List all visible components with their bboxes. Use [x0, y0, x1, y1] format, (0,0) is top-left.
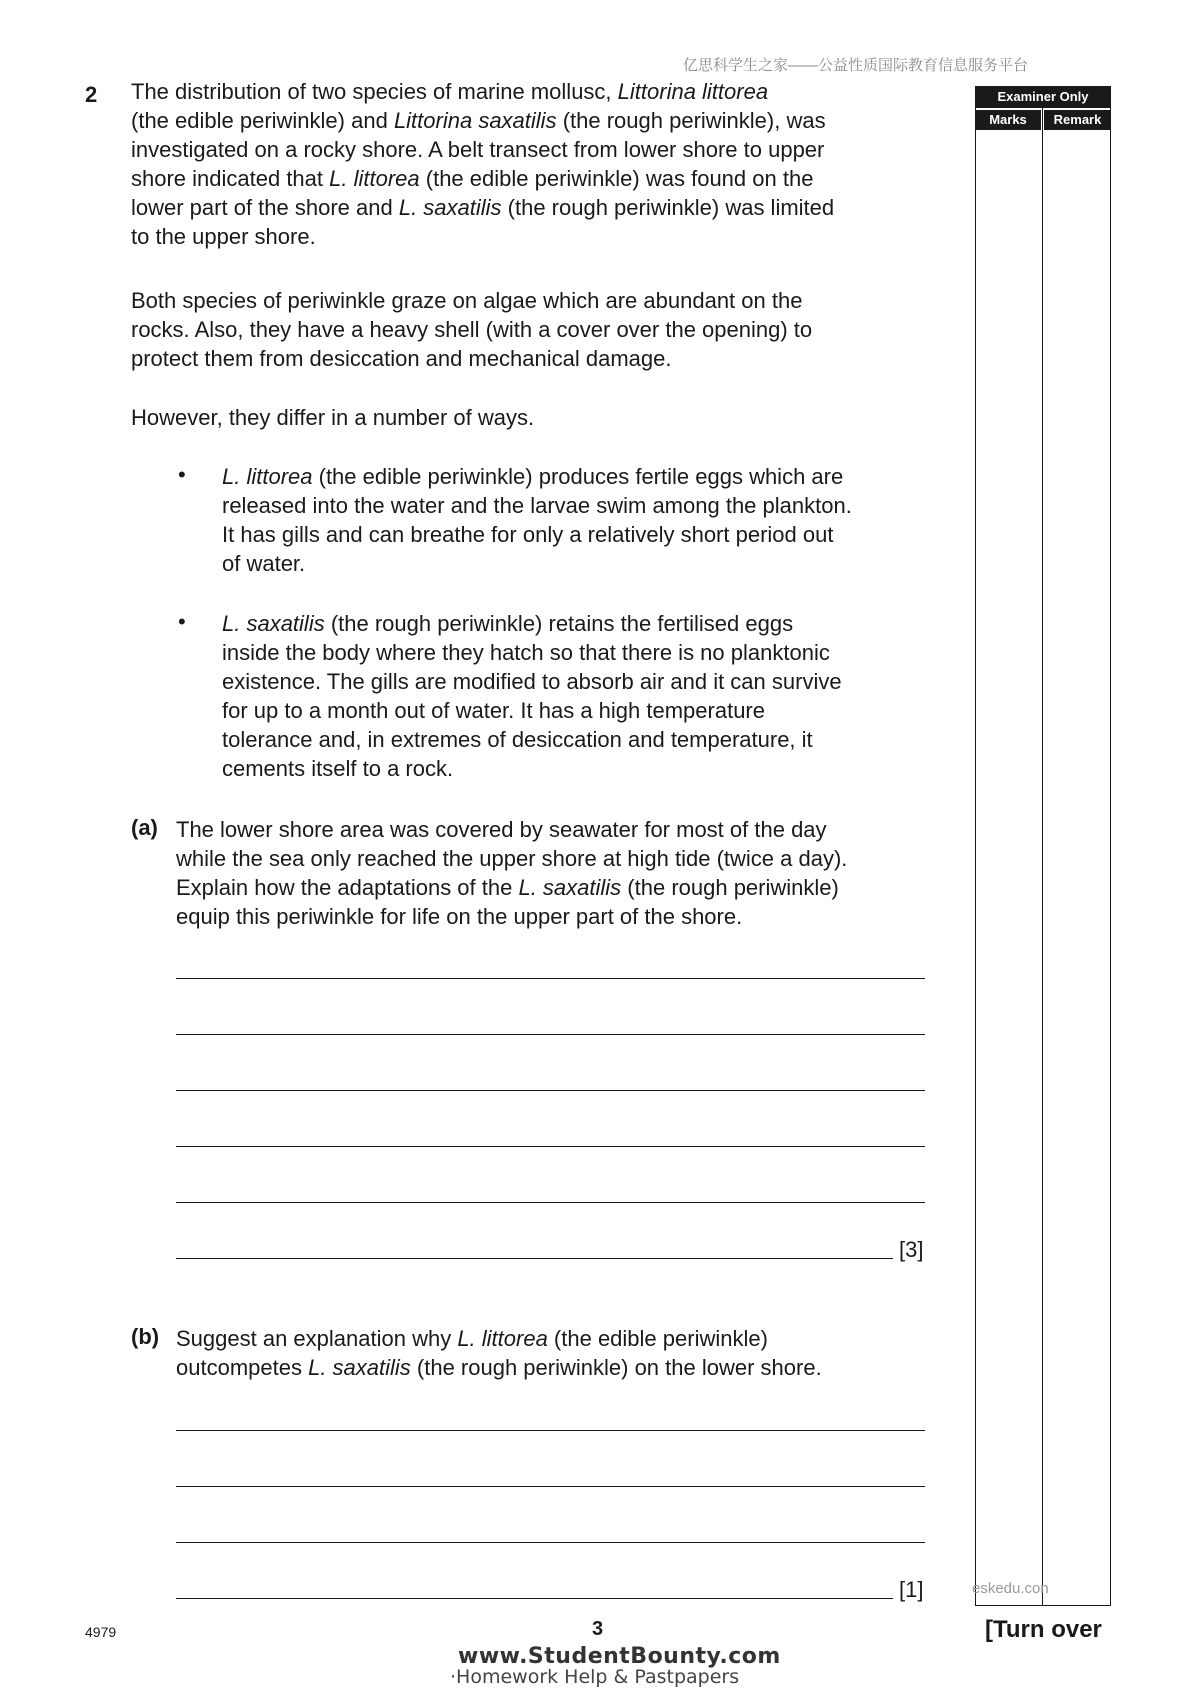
answer-line[interactable]: [176, 1430, 925, 1431]
answer-line[interactable]: [176, 1486, 925, 1487]
turn-over: [Turn over: [985, 1616, 1102, 1643]
paper-code: 4979: [85, 1624, 117, 1640]
answer-line[interactable]: [176, 978, 925, 979]
part-b-marks: [1]: [899, 1577, 924, 1602]
watermark-eskedu: eskedu.con: [972, 1580, 1049, 1597]
answer-line[interactable]: [176, 1034, 925, 1035]
part-a-question: The lower shore area was covered by seawater for most of the day while the sea only reached the upper shore at high tide (twice a day). Explain how the adaptations of the L. saxatilis (the rough periwinkle) equip this periwinkle for life on the upper part of the shore.: [176, 817, 848, 929]
part-b-question: Suggest an explanation why L. littorea (the edible periwinkle) outcompetes L. saxatilis (the rough periwinkle) on the lower shore.: [176, 1326, 822, 1380]
remark-header: Remark: [1044, 110, 1111, 130]
shared-features-paragraph: Both species of periwinkle graze on algae which are abundant on the rocks. Also, they have a heavy shell (with a cover over the opening) to protect them from desiccation and mechanical damage.: [131, 288, 813, 371]
part-b-label: (b): [131, 1324, 160, 1349]
page-number: 3: [592, 1618, 604, 1640]
studentbounty-url[interactable]: www.StudentBounty.com: [458, 1644, 781, 1669]
examiner-column: [975, 86, 1111, 1606]
intro-paragraph: The distribution of two species of marine mollusc, Littorina littorea (the edible periwinkle) and Littorina saxatilis (the rough periwinkle), was investigated on a rocky shore. A belt transect from lower shore to upper shore indicated that L. littorea (the edible periwinkle) was found on the lower part of the shore and L. saxatilis (the rough periwinkle) was limited to the upper shore.: [131, 79, 835, 249]
answer-line[interactable]: [176, 1542, 925, 1543]
examiner-only-header: Examiner Only: [975, 86, 1111, 108]
header-watermark: 亿思科学生之家——公益性质国际教育信息服务平台: [683, 57, 1029, 74]
answer-line[interactable]: [176, 1258, 893, 1259]
studentbounty-tagline: ·Homework Help & Pastpapers: [450, 1666, 740, 1688]
part-a-marks: [3]: [899, 1237, 924, 1262]
bullet-marker: •: [178, 462, 186, 487]
answer-line[interactable]: [176, 1598, 893, 1599]
marks-header: Marks: [975, 110, 1041, 130]
part-a-label: (a): [131, 815, 158, 840]
bullet-littorea: L. littorea (the edible periwinkle) produces fertile eggs which are released into the water and the larvae swim among the plankton. It has gills and can breathe for only a relatively short period out of water.: [222, 464, 852, 576]
answer-line[interactable]: [176, 1146, 925, 1147]
answer-line[interactable]: [176, 1202, 925, 1203]
answer-line[interactable]: [176, 1090, 925, 1091]
examiner-column-divider: [1042, 108, 1043, 1606]
bullet-saxatilis: L. saxatilis (the rough periwinkle) retains the fertilised eggs inside the body where they hatch so that there is no planktonic existence. The gills are modified to absorb air and it can survive for up to a month out of water. It has a high temperature tolerance and, in extremes of desiccation and temperature, it cements itself to a rock.: [222, 611, 842, 781]
differences-intro: However, they differ in a number of ways.: [131, 405, 535, 430]
question-number: 2: [85, 82, 98, 107]
bullet-marker: •: [178, 609, 186, 634]
